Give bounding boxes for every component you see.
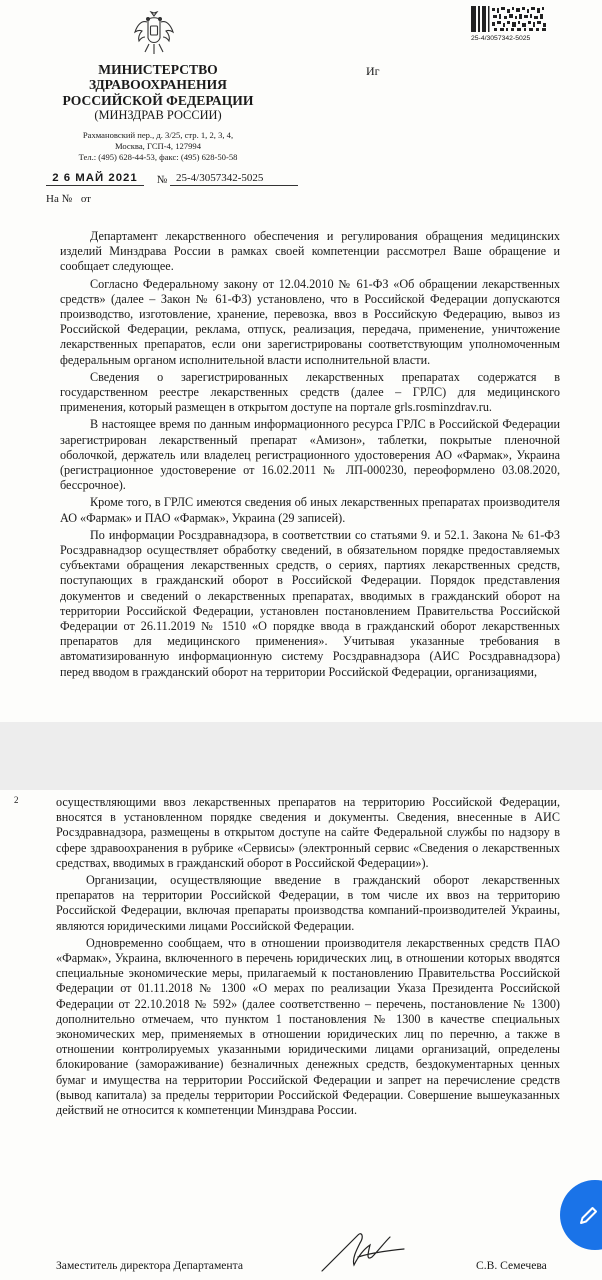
barcode-number: 25-4/3057342-5025 [471,35,531,42]
barcode-image [471,6,549,32]
letter-body-page2 [56,795,560,1120]
page-gap [0,722,602,790]
page-number: 2 [14,795,19,805]
coat-of-arms-emblem [133,10,175,58]
registration-number: 25-4/3057342-5025 [170,172,298,186]
paragraph-continuation: осуществляющими ввоз лекарственных препаратов на территорию Российской Федерации, вносятся в установленном порядке сведения и документы. Сведения, внесенные в АИС Росздравнадзора, размещены в открытом доступе на сайте Федеральной службы по надзору в сфере здравоохранения в рубрике «Сервисы» (электронный сервис «Сведения о лекарственных средствах, вводимых в гражданский оборот в Российской Федерации»). [56,795,560,870]
paragraph: Кроме того, в ГРЛС имеются сведения об иных лекарственных препаратах производителя АО «Фармак» и ПАО «Фармак», Украина (29 записей). [60,495,560,525]
address-line1: Рахмановский пер., д. 3/25, стр. 1, 2, 3, 4, [82,130,234,140]
paragraph: Одновременно сообщаем, что в отношении производителя лекарственных средств ПАО «Фармак», Украина, включенного в перечень юридических лиц, в отношении которых вводятся специальные экономические меры, прилагаемый к постановлению Правительства Российской Федерации от 01.11.2018 № 1300 «О мерах по реализации Указа Президента Российской Федерации от 22.10.2018 № 592» (далее соответственно – перечень, постановление № 1300) дополнительно отмечаем, что пунктом 1 постановления № 1300 в качестве специальных экономических мер, применяемых в отношении юридических лиц по перечню, а также в отношении контролируемых указанными юридическими лицами организаций, определены блокирование (замораживание) безналичных денежных средств, бездокументарных ценных бумаг и имущества на территории Российской Федерации и запрет на перечисление средств (вывод капитала) за пределы территории Российской Федерации. Совершение вышеуказанных действий не относится к компетенции Минздрава России. [56,935,560,1118]
reference-label: На № [46,193,73,205]
reference-line [46,193,91,205]
handwritten-signature [318,1227,408,1275]
paragraph: Согласно Федеральному закону от 12.04.2010 № 61-ФЗ «Об обращении лекарственных средств» (далее – Закон № 61-ФЗ) установлено, что в Российской Федерации допускаются производство, изготовление, хранение, перевозка, ввоз в Российскую Федерацию, вывоз из Российской Федерации, реклама, отпуск, реализация, передача, применение, уничтожение лекарственных препаратов, если они зарегистрированы соответствующим уполномоченным федеральным органом исполнительной власти исполнительной власти. [60,276,560,367]
paragraph: По информации Росздравнадзора, в соответствии со статьями 9. и 52.1. Закона № 61-ФЗ Росздравнадзор осуществляет обработку сведений, в обязательном порядке предоставляемых субъектами обращения лекарственных средств, о сериях, партиях лекарственных средств, поступающих в гражданский оборот в Российской Федерации. Порядок представления документов и сведений о лекарственных препаратах, вводимых в гражданский оборот на территории Российской Федерации, установлен постановлением Правительства Российской Федерации от 26.11.2019 № 1510 «О порядке ввода в гражданский оборот лекарственных препаратов для медицинского применения». Учитывая указанные требования в автоматизированную информационную систему Росздравнадзора (АИС Росздравнадзора) перед вводом в гражданский оборот на территории Российской Федерации, организациями, [60,527,560,679]
letter-body-page1 [60,229,560,682]
registration-line [46,172,298,186]
reference-from-label: от [80,193,91,205]
signature-name: С.В. Семечева [476,1259,547,1272]
ministry-line2: ЗДРАВООХРАНЕНИЯ [88,77,228,93]
address-line3: Тел.: (495) 628-44-53, факс: (495) 628-50-58 [78,152,238,162]
address-line2: Москва, ГСП-4, 127994 [114,141,201,151]
signature-title: Заместитель директора Департамента [56,1259,243,1272]
ministry-abbr: (МИНЗДРАВ РОССИИ) [94,108,222,123]
registration-date: 2 6 МАЙ 2021 [46,172,144,186]
edit-pencil-icon [578,1204,600,1226]
handwritten-note: Иг [366,64,380,78]
paragraph: В настоящее время по данным информационного ресурса ГРЛС в Российской Федерации зарегистрирован лекарственный препарат «Амизон», таблетки, покрытые пленочной оболочкой, держатель или владелец регистрационного удостоверения АО «Фармак», Украина (регистрационное удостоверение от 16.02.2011 № ЛП-000230, переоформлено 03.08.2020, бессрочное). [60,417,560,493]
ministry-address [40,130,276,163]
ministry-line3: РОССИЙСКОЙ ФЕДЕРАЦИИ [62,92,254,108]
registration-number-label: № [156,174,168,186]
document-page-2 [0,790,602,1280]
paragraph: Сведения о зарегистрированных лекарственных препаратах содержатся в государственном реестре лекарственных средств (далее – ГРЛС) для медицинского применения, который размещен в открытом доступе на портале grls.rosminzdrav.ru. [60,369,560,415]
paragraph: Организации, осуществляющие введение в гражданский оборот лекарственных препаратов на территории Российской Федерации, в том числе их ввоз на территорию Российской Федерации, включая препараты производства компаний-производителей Украины, являются юридическими лицами Российской Федерации. [56,873,560,933]
paragraph: Департамент лекарственного обеспечения и регулирования обращения медицинских изделий Минздрава России в рамках своей компетенции рассмотрел Ваше обращение и сообщает следующее. [60,229,560,274]
ministry-line1: МИНИСТЕРСТВО [98,62,218,77]
ministry-name [40,62,276,124]
